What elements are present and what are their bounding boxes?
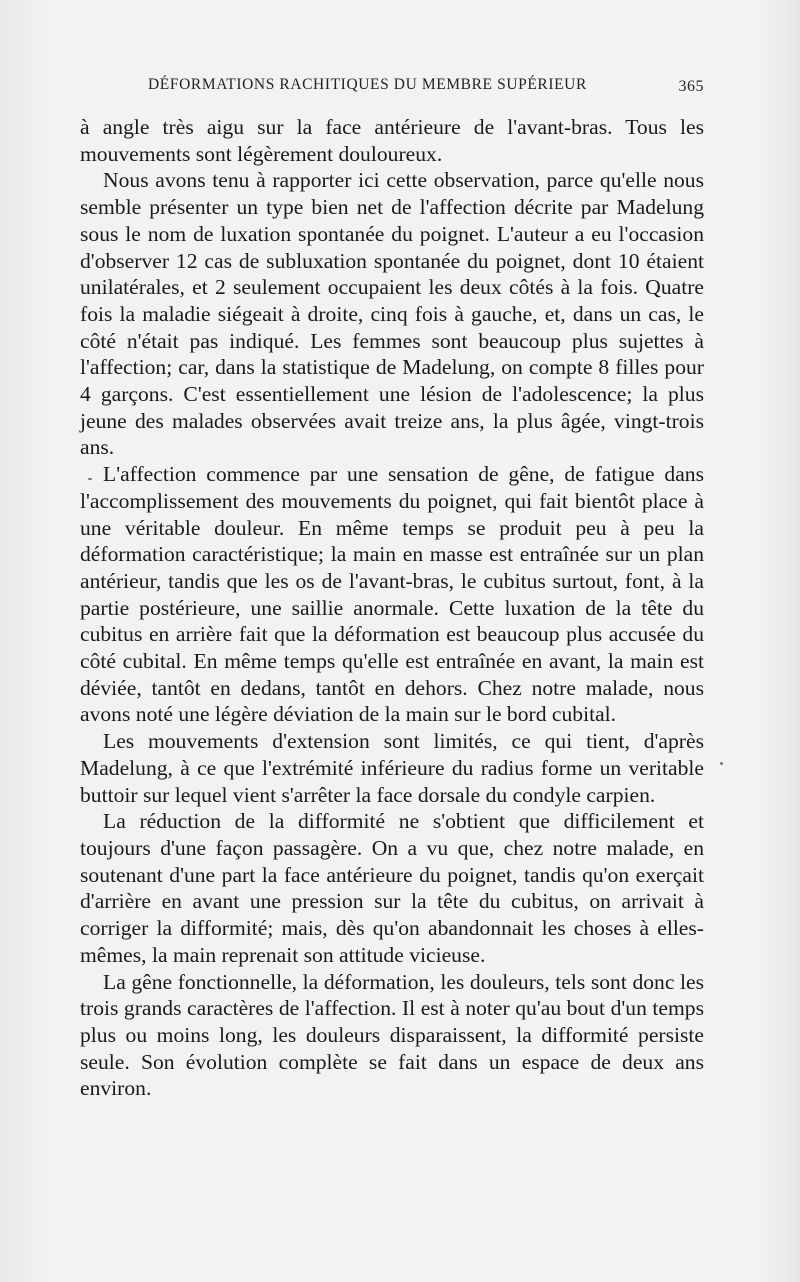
running-header (148, 76, 708, 100)
body-text (80, 114, 704, 1102)
scan-speck (720, 762, 723, 765)
paragraph: L'affection commence par une sensation de gêne, de fatigue dans l'accomplissement des mouvements du poignet, qui fait bientôt place à une véritable douleur. En même temps se produit peu à peu la déformation caractéristique; la main en masse est entraînée sur un plan antérieur, tandis que les os de l'avant-bras, le cubitus surtout, font, à la partie postérieure, une saillie anormale. Cette luxation de la tête du cubitus en arrière fait que la déformation est beaucoup plus accusée du côté cubital. En même temps qu'elle est entraînée en avant, la main est déviée, tantôt en dedans, tantôt en dehors. Chez notre malade, nous avons noté une légère déviation de la main sur le bord cubital. (80, 462, 704, 727)
paragraph: Les mouvements d'extension sont limités, ce qui tient, d'après Madelung, à ce que l'extrémité inférieure du radius forme un veritable buttoir sur lequel vient s'arrêter la face dorsale du condyle carpien. (80, 729, 704, 807)
paragraph-continuation: à angle très aigu sur la face antérieure de l'avant-bras. Tous les mouvements sont légèrement douloureux. (80, 115, 704, 166)
page-number: 365 (678, 78, 704, 95)
paragraph: La réduction de la difformité ne s'obtient que difficilement et toujours d'une façon passagère. On a vu que, chez notre malade, en soutenant d'une part la face antérieure du poignet, tandis qu'on exerçait d'arrière en avant une pression sur la tête du cubitus, on arrivait à corriger la difformité; mais, dès qu'on abandonnait les choses à elles-mêmes, la main reprenait son attitude vicieuse. (80, 809, 704, 967)
paragraph: La gêne fonctionnelle, la déformation, les douleurs, tels sont donc les trois grands caractères de l'affection. Il est à noter qu'au bout d'un temps plus ou moins long, les douleurs disparaissent, la difformité persiste seule. Son évolution complète se fait dans un espace de deux ans environ. (80, 969, 704, 1101)
paragraph: Nous avons tenu à rapporter ici cette observation, parce qu'elle nous semble présenter un type bien net de l'affection décrite par Madelung sous le nom de luxation spontanée du poignet. L'auteur a eu l'occasion d'observer 12 cas de subluxation spontanée du poignet, dont 10 étaient unilatérales, et 2 seulement occupaient les deux côtés à la fois. Quatre fois la maladie siégeait à droite, cinq fois à gauche, et, dans un cas, le côté n'était pas indiqué. Les femmes sont beaucoup plus sujettes à l'affection; car, dans la statistique de Madelung, on compte 8 filles pour 4 garçons. C'est essentiellement une lésion de l'adolescence; la plus jeune des malades observées avait treize ans, la plus âgée, vingt-trois ans. (80, 168, 704, 460)
running-title: DÉFORMATIONS RACHITIQUES DU MEMBRE SUPÉRIEUR (148, 76, 587, 93)
scan-speck (88, 478, 92, 480)
